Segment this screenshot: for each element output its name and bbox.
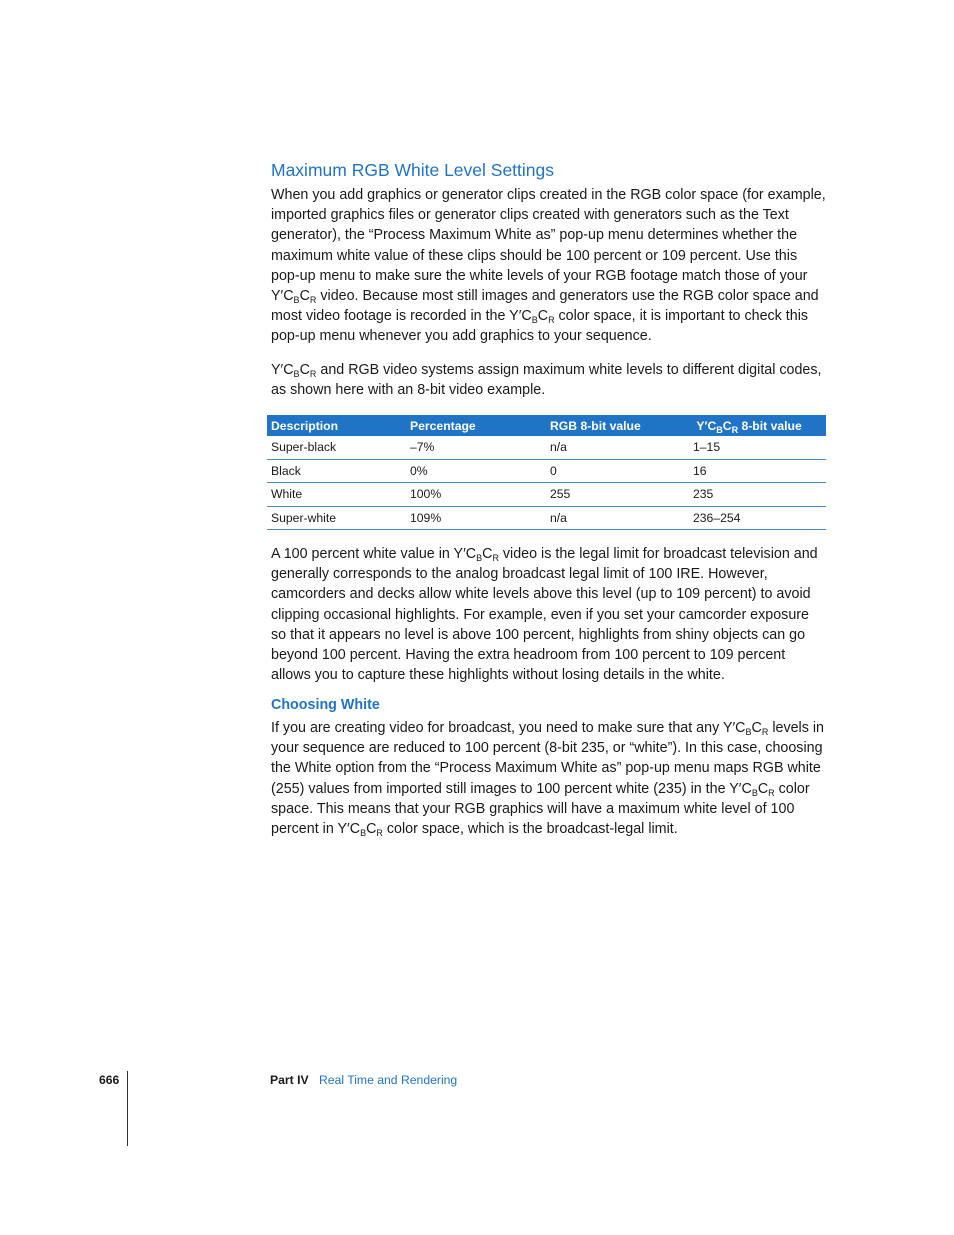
ycbcr-y: Y′C bbox=[271, 288, 294, 305]
ycbcr-c: C bbox=[482, 546, 493, 562]
ycbcr-b: B bbox=[293, 295, 300, 306]
header-ycbcr-value bbox=[689, 415, 826, 436]
ycbcr-c: C bbox=[299, 362, 310, 378]
ycbcr-r: R bbox=[731, 424, 739, 435]
header-rgb-value: RGB 8-bit value bbox=[546, 415, 689, 436]
ycbcr-term bbox=[509, 308, 554, 324]
table-row bbox=[267, 436, 826, 459]
table-cell: White bbox=[267, 483, 406, 507]
ycbcr-y: Y′C bbox=[722, 720, 746, 736]
ycbcr-y: Y′C bbox=[271, 362, 294, 378]
ycbcr-c: C bbox=[751, 720, 762, 736]
text-run: If you are creating video for broadcast, you need to make sure that any bbox=[271, 720, 723, 736]
ycbcr-y: Y′C bbox=[696, 418, 717, 433]
table-cell: 0 bbox=[546, 459, 689, 483]
table-cell: 1–15 bbox=[689, 436, 826, 459]
table-cell: Black bbox=[267, 459, 406, 483]
ycbcr-c: C bbox=[299, 288, 310, 305]
text-run: When you add graphics or generator clips created in the RGB color space (for example, imported graphics files or generator clips created with generators such as the Text generator), the “Process Maximum White as” pop-up menu determines whether the maximum white value of these clips should be 100 percent or 109 percent. Use this pop-up menu to make sure the white levels of your RGB footage match those of your bbox=[271, 187, 826, 284]
text-run: A 100 percent white value in bbox=[271, 546, 454, 562]
subsection-heading: Choosing White bbox=[271, 697, 380, 713]
text-run: levels in your sequence are reduced to 100 percent (8-bit 235, or “white”). In this case, choosing the White option from the “Process Maximum White as” pop-up menu maps RGB white (255) values from imported still images to 100 percent white (235) in the bbox=[271, 720, 824, 797]
header-ycbcr-label: 8-bit value bbox=[741, 418, 802, 433]
ycbcr-b: B bbox=[531, 315, 538, 326]
ycbcr-r: R bbox=[761, 727, 769, 737]
comparison-paragraph bbox=[271, 360, 827, 400]
table-row bbox=[267, 459, 826, 483]
text-run: color space. This means that your RGB graphics will have a maximum white level of 100 percent in bbox=[271, 780, 810, 838]
ycbcr-r: R bbox=[548, 315, 555, 326]
table-cell: 236–254 bbox=[689, 506, 826, 530]
ycbcr-term bbox=[696, 419, 738, 433]
ycbcr-b: B bbox=[293, 369, 300, 379]
intro-paragraph bbox=[271, 185, 827, 347]
table-cell: n/a bbox=[546, 436, 689, 459]
table-cell: 0% bbox=[406, 459, 546, 483]
ycbcr-r: R bbox=[768, 787, 775, 798]
footer-chapter-title: Real Time and Rendering bbox=[319, 1073, 458, 1087]
header-description: Description bbox=[267, 415, 406, 436]
ycbcr-r: R bbox=[309, 369, 317, 379]
table-cell: 109% bbox=[406, 506, 546, 530]
ycbcr-term bbox=[338, 821, 383, 837]
ycbcr-y: Y′C bbox=[509, 308, 532, 325]
ycbcr-b: B bbox=[745, 727, 752, 737]
table-cell: –7% bbox=[406, 436, 546, 459]
section-heading: Maximum RGB White Level Settings bbox=[271, 160, 555, 180]
white-levels-table bbox=[267, 415, 826, 530]
header-percentage: Percentage bbox=[406, 415, 546, 436]
ycbcr-term bbox=[454, 546, 499, 562]
ycbcr-c: C bbox=[757, 780, 769, 797]
legal-limit-paragraph bbox=[271, 544, 827, 685]
text-run: video is the legal limit for broadcast television and generally corresponds to the analog broadcast legal limit of 100 IRE. However, camcorders and decks allow white levels above this level (up to 109 percent) to avoid clipping occasional highlights. For example, even if you set your camcorder exposure so that it appears no level is above 100 percent, highlights from shiny objects can go beyond 100 percent. Having the extra headroom from 100 percent to 109 percent allows you to capture these highlights without losing details in the white. bbox=[271, 546, 818, 684]
footer-part-label: Part IV bbox=[270, 1073, 309, 1087]
table-cell: Super-black bbox=[267, 436, 406, 459]
ycbcr-term bbox=[271, 362, 316, 378]
ycbcr-c: C bbox=[722, 418, 732, 433]
table-cell: n/a bbox=[546, 506, 689, 530]
page-number: 666 bbox=[99, 1073, 120, 1087]
ycbcr-c: C bbox=[537, 308, 549, 325]
footer-divider bbox=[127, 1071, 128, 1146]
ycbcr-y: Y′C bbox=[729, 780, 752, 797]
table-cell: 235 bbox=[689, 483, 826, 507]
ycbcr-term bbox=[271, 288, 316, 304]
ycbcr-c: C bbox=[366, 821, 377, 838]
choosing-white-paragraph bbox=[271, 718, 827, 839]
table-cell: Super-white bbox=[267, 506, 406, 530]
ycbcr-y: Y′C bbox=[337, 821, 361, 838]
ycbcr-term bbox=[723, 720, 768, 736]
text-run: color space, it is important to check this pop-up menu whenever you add graphics to your sequence. bbox=[271, 308, 809, 345]
ycbcr-term bbox=[729, 781, 774, 797]
ycbcr-b: B bbox=[476, 553, 483, 563]
table-row bbox=[267, 483, 826, 507]
table-cell: 255 bbox=[546, 483, 689, 507]
ycbcr-r: R bbox=[376, 828, 383, 839]
text-run: and RGB video systems assign maximum white levels to different digital codes, as shown here with an 8-bit video example. bbox=[271, 362, 822, 399]
table-header-row bbox=[267, 415, 826, 436]
table-cell: 100% bbox=[406, 483, 546, 507]
text-run: video. Because most still images and generators use the RGB color space and most video footage is recorded in the bbox=[271, 288, 819, 325]
table-row bbox=[267, 506, 826, 530]
ycbcr-y: Y′C bbox=[453, 546, 477, 562]
ycbcr-r: R bbox=[309, 295, 317, 306]
ycbcr-b: B bbox=[716, 424, 723, 435]
text-run: color space, which is the broadcast-legal limit. bbox=[382, 821, 678, 838]
ycbcr-b: B bbox=[360, 828, 367, 839]
table-cell: 16 bbox=[689, 459, 826, 483]
ycbcr-r: R bbox=[492, 553, 499, 563]
ycbcr-b: B bbox=[751, 787, 758, 798]
